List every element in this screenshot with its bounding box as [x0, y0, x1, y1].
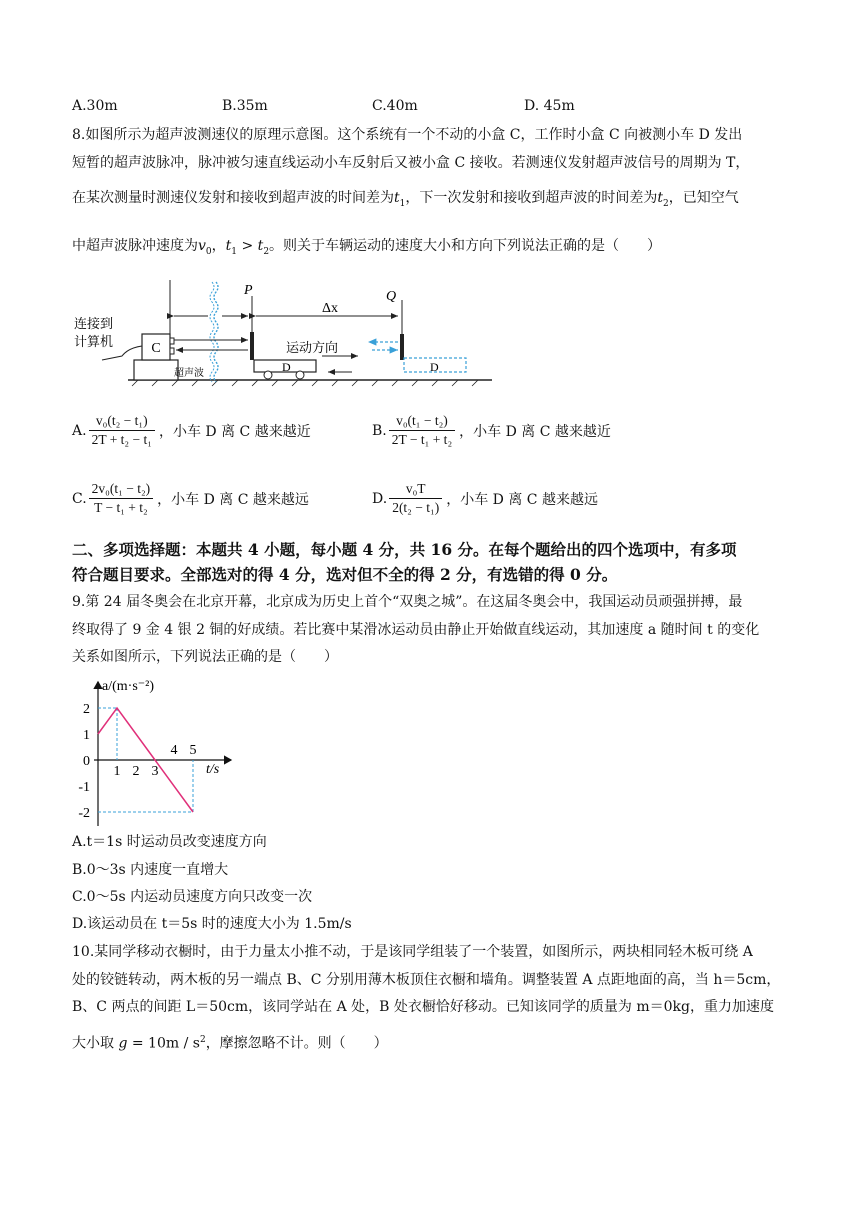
section2-line-1: 二、多项选择题：本题共 4 小题，每小题 4 分，共 16 分。在每个题给出的四个选项中，有多项 [72, 540, 737, 559]
connect-label-1: 连接到 [74, 317, 114, 332]
q8-line-1: 8.如图所示为超声波测速仪的原理示意图。这个系统有一个不动的小盒 C，工作时小盒 C 向被测小车 D 发出 [72, 127, 743, 143]
q10-line-1: 10.某同学移动衣橱时，由于力量太小推不动，于是该同学组装了一个装置，如图所示，两块相同轻木板可绕 A [72, 944, 753, 960]
q8-option-b: B. $\frac{\text{v₀(t₁ − t₂)}}{\text{2T − t₁ + t₂}}$ ，小车 D 离 C 越来越近 [372, 413, 611, 447]
y-tick-label: 2 [83, 702, 90, 717]
ultrasonic-speed-figure [72, 276, 504, 388]
q9-option-b: B.0～3s 内速度一直增大 [72, 862, 229, 878]
q10-line-4: 大小取 $g = 10m / s^2$，摩擦忽略不计。则（ ） [72, 1035, 388, 1052]
q7-option-c: C.40m [372, 98, 418, 114]
y-tick-label: 0 [83, 754, 90, 769]
car-d-label: D [282, 360, 291, 374]
x-axis-label: t/s [206, 762, 220, 777]
label-dx: Δx [322, 301, 339, 316]
connect-label-2: 计算机 [74, 335, 114, 350]
acceleration-time-chart [72, 676, 242, 826]
q9-option-c: C.0～5s 内运动员速度方向只改变一次 [72, 889, 313, 905]
q8-line-2: 短暂的超声波脉冲，脉冲被匀速直线运动小车反射后又被小盒 C 接收。若测速仪发射超声波信号的周期为 T， [72, 155, 750, 171]
q7-option-b: B.35m [222, 98, 268, 114]
q8-option-a: A. $\frac{\text{v₀(t₂ − t₁)}}{\text{2T + t₂ − t₁}}$ ，小车 D 离 C 越来越近 [72, 413, 311, 447]
q10-line-3: B、C 两点的间距 L＝50cm，该同学站在 A 处，B 处衣橱恰好移动。已知该同学的质量为 m＝0kg，重力加速度 [72, 999, 774, 1015]
q9-option-d: D.该运动员在 t＝5s 时的速度大小为 1.5m/s [72, 916, 352, 932]
q8-line-3: 在某次测量时测速仪发射和接收到超声波的时间差为$t_1$，下一次发射和接收到超声波的时间差为$t_2$，已知空气 [72, 190, 739, 209]
box-c-label: C [151, 341, 161, 356]
q9-line-1: 9.第 24 届冬奥会在北京开幕，北京成为历史上首个“双奥之城”。在这届冬奥会中，我国运动员顽强拼搏，最 [72, 594, 743, 610]
q7-option-a: A.30m [72, 98, 118, 114]
q8-option-c: C. $\frac{\text{2v₀(t₁ − t₂)}}{\text{T − t₁ + t₂}}$ ，小车 D 离 C 越来越远 [72, 481, 309, 515]
q10-line-2: 处的铰链转动，两木板的另一端点 B、C 分别用薄木板顶住衣橱和墙角。调整装置 A 点距地面的高，当 h＝5cm， [72, 972, 781, 988]
x-tick-label: 2 [132, 764, 140, 779]
q9-line-2: 终取得了 9 金 4 银 2 铜的好成绩。若比赛中某滑冰运动员由静止开始做直线运动，其加速度 a 随时间 t 的变化 [72, 622, 760, 638]
q7-option-d: D. 45m [524, 98, 575, 114]
y-axis-label: a/(m·s⁻²) [102, 679, 155, 694]
q9-line-3: 关系如图所示，下列说法正确的是（ ） [72, 649, 338, 665]
y-tick-label: 1 [83, 728, 90, 743]
label-p: P [244, 283, 253, 298]
y-tick-label: -2 [78, 806, 90, 821]
section2-line-2: 符合题目要求。全部选对的得 4 分，选对但不全的得 2 分，有选错的得 0 分。 [72, 565, 618, 584]
ultrasound-label: 超声波 [174, 368, 204, 379]
x-tick-label: 1 [113, 764, 121, 779]
label-q: Q [386, 289, 397, 304]
x-tick-label: 3 [151, 764, 159, 779]
q8-option-d: D. $\frac{\text{v₀T}}{\text{2(t₂ − t₁)}}$ ，小车 D 离 C 越来越远 [372, 481, 598, 515]
x-tick-label: 4 [170, 743, 178, 758]
q8-line-4: 中超声波脉冲速度为$v_0$，$t_1 > t_2$。则关于车辆运动的速度大小和方向下列说法正确的是（ ） [72, 238, 662, 257]
motion-dir-label: 运动方向 [286, 341, 339, 356]
q9-option-a: A.t＝1s 时运动员改变速度方向 [72, 834, 267, 850]
car-d-ghost-label: D [430, 360, 439, 374]
x-tick-label: 5 [189, 743, 197, 758]
y-tick-label: -1 [78, 780, 90, 795]
